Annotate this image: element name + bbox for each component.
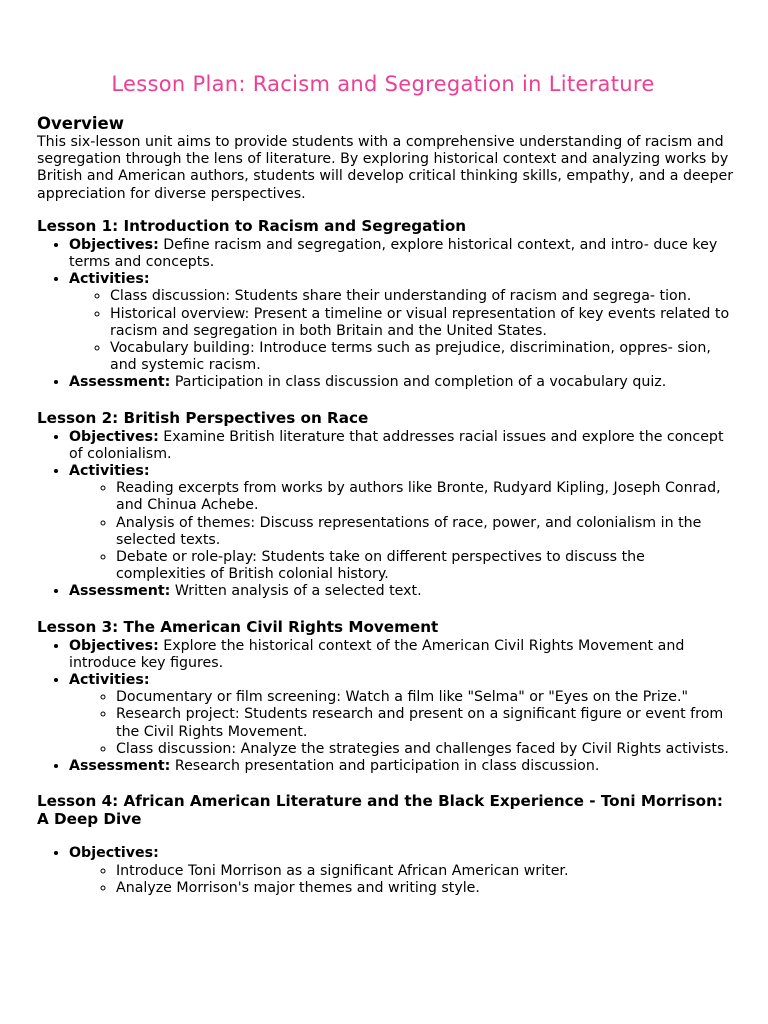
list-item	[69, 429, 737, 463]
list-item: ◦ Class discussion: Students share their understanding of racism and segrega- tion.	[110, 288, 737, 305]
objectives-text: Explore the historical context of the American Civil Rights Movement and introduce key figures.	[69, 637, 685, 671]
list-item	[69, 463, 737, 583]
assessment-text: Research presentation and participation in class discussion.	[170, 758, 600, 775]
objectives-text: Define racism and segregation, explore historical context, and intro- duce key terms and concepts.	[69, 236, 718, 271]
lesson-1-section	[37, 217, 737, 392]
objectives-label: Objectives:	[69, 428, 159, 445]
list-item: ◦ Debate or role-play: Students take on different perspectives to discuss the complexities of British colonial history.	[116, 549, 737, 583]
lesson-2-heading: Lesson 2: British Perspectives on Race	[37, 408, 369, 427]
lesson-3-heading: Lesson 3: The American Civil Rights Movement	[37, 617, 439, 636]
list-item	[69, 271, 737, 374]
lesson-3-section	[37, 618, 737, 776]
activities-list	[69, 480, 737, 583]
activities-label: Activities:	[69, 271, 150, 288]
assessment-label: Assessment:	[69, 758, 171, 775]
list-item	[69, 845, 737, 897]
list-item: ◦ Research project: Students research and present on a significant figure or event from the Civil Rights Movement.	[116, 706, 737, 740]
list-item	[69, 638, 737, 672]
list-item	[69, 672, 737, 758]
lesson-1-list	[37, 237, 737, 392]
objectives-text: Examine British literature that addresses racial issues and explore the concept of colonialism.	[69, 428, 724, 462]
document-page	[37, 72, 737, 914]
list-item	[69, 583, 737, 600]
list-item: ◦ Documentary or film screening: Watch a film like "Selma" or "Eyes on the Prize."	[116, 689, 737, 706]
objectives-list	[69, 863, 737, 897]
activities-list	[69, 288, 737, 374]
lesson-4-section	[37, 792, 737, 897]
page-title: Lesson Plan: Racism and Segregation in Literature	[111, 72, 655, 96]
objectives-label: Objectives:	[69, 845, 159, 862]
list-item	[69, 374, 737, 391]
assessment-text: Participation in class discussion and completion of a vocabulary quiz.	[170, 374, 667, 391]
activities-list	[69, 689, 737, 758]
lesson-2-section	[37, 409, 737, 601]
list-item: ◦ Vocabulary building: Introduce terms such as prejudice, discrimination, oppres- sion, and systemic racism.	[110, 340, 737, 374]
list-item	[69, 758, 737, 775]
assessment-label: Assessment:	[69, 583, 171, 600]
lesson-2-list	[37, 429, 737, 601]
list-item: ◦ Reading excerpts from works by authors like Bronte, Rudyard Kipling, Joseph Conrad, and Chinua Achebe.	[116, 480, 737, 514]
list-item	[69, 237, 737, 271]
activities-label: Activities:	[69, 463, 150, 480]
list-item: ◦ Historical overview: Present a timeline or visual representation of key events related to racism and segregation in both Britain and the United States.	[110, 306, 737, 340]
overview-heading: Overview	[37, 114, 124, 133]
lesson-1-heading: Lesson 1: Introduction to Racism and Segregation	[37, 216, 467, 235]
activities-label: Activities:	[69, 672, 150, 689]
assessment-label: Assessment:	[69, 374, 171, 391]
overview-text: This six-lesson unit aims to provide students with a comprehensive understanding of racism and segregation through the lens of literature. By exploring historical context and analyzing works by British and American authors, students will develop critical thinking skills, empathy, and a deeper appreciation for diverse perspectives.	[37, 134, 734, 202]
objectives-label: Objectives:	[69, 637, 159, 654]
lesson-3-list	[37, 638, 737, 776]
lesson-4-list	[37, 845, 737, 897]
list-item: ◦ Analysis of themes: Discuss representations of race, power, and colonialism in the selected texts.	[116, 515, 737, 549]
list-item: ◦ Analyze Morrison's major themes and writing style.	[116, 880, 737, 897]
list-item: ◦ Class discussion: Analyze the strategies and challenges faced by Civil Rights activists.	[116, 741, 737, 758]
list-item: ◦ Introduce Toni Morrison as a significant African American writer.	[116, 863, 737, 880]
assessment-text: Written analysis of a selected text.	[170, 583, 422, 600]
lesson-4-heading: Lesson 4: African American Literature and the Black Experience - Toni Morrison: A Deep Dive	[37, 792, 723, 829]
objectives-label: Objectives:	[69, 236, 159, 253]
